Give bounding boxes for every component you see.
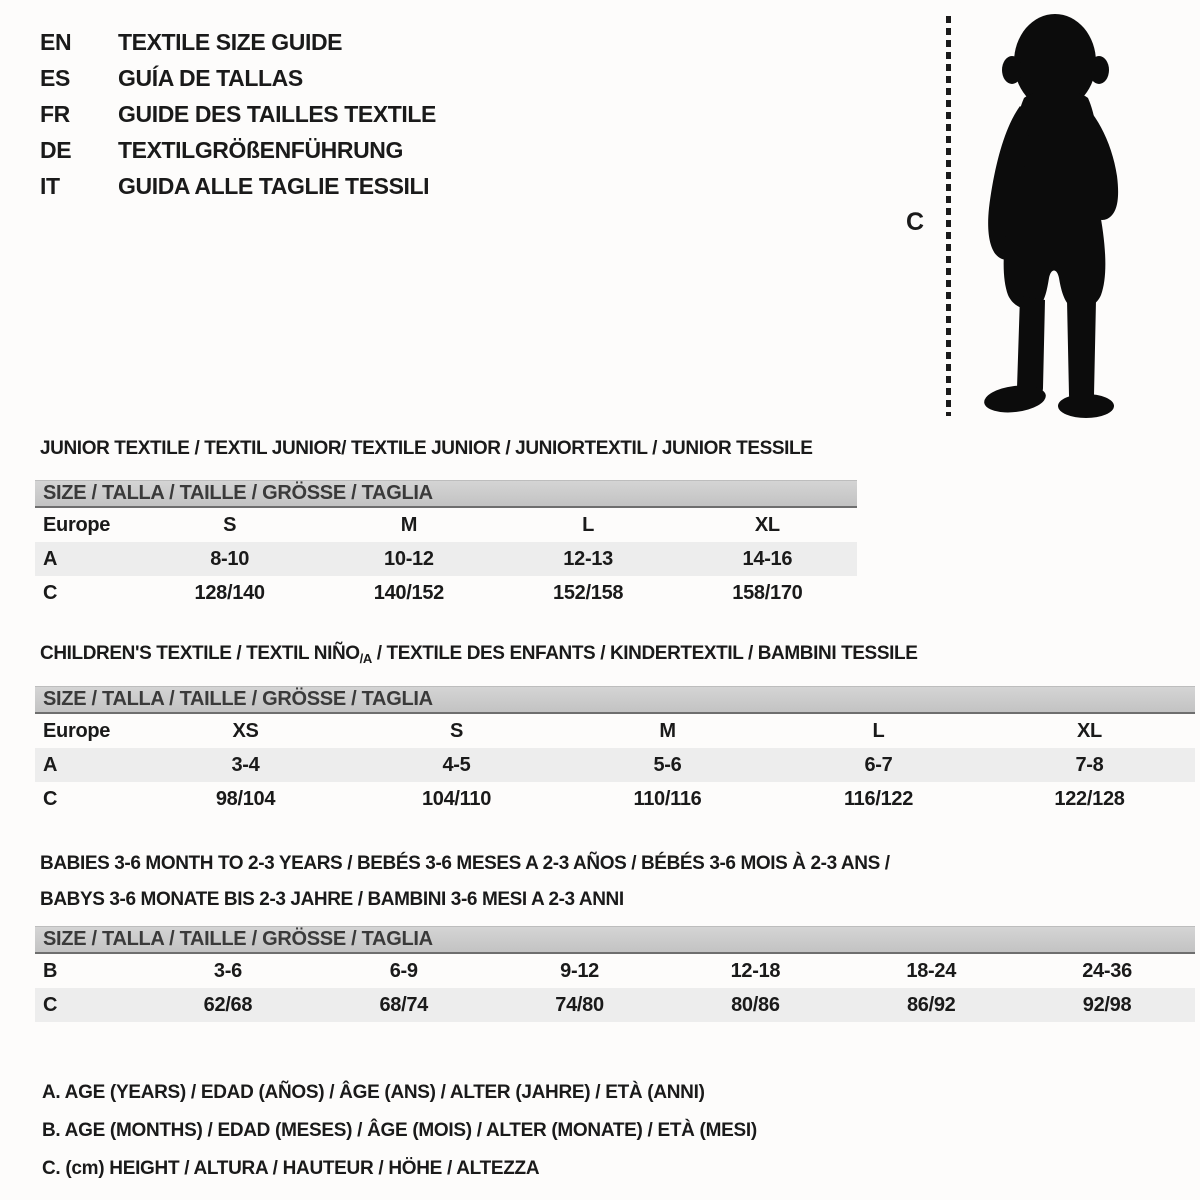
language-title: TEXTILE SIZE GUIDE — [118, 29, 343, 55]
size-cell: 6-9 — [389, 959, 418, 982]
junior-size-header: SIZE / TALLA / TAILLE / GRÖSSE / TAGLIA — [35, 480, 857, 508]
children-title-sub: /A — [359, 651, 372, 666]
size-cell: 104/110 — [421, 787, 492, 810]
children-title-pre: CHILDREN'S TEXTILE / TEXTIL NIÑO — [40, 643, 360, 664]
children-size-header: SIZE / TALLA / TAILLE / GRÖSSE / TAGLIA — [35, 686, 1195, 714]
size-row-b — [35, 954, 1195, 988]
language-code: ES — [40, 65, 70, 91]
size-cell: 9-12 — [560, 959, 599, 982]
language-code: IT — [40, 173, 60, 199]
size-cell: 74/80 — [555, 993, 604, 1016]
row-label: B — [43, 959, 58, 982]
size-cell: 14-16 — [742, 547, 793, 570]
row-label: Europe — [43, 513, 111, 536]
footnotes — [42, 1074, 1200, 1188]
size-cell: 68/74 — [379, 993, 429, 1016]
language-list — [40, 24, 436, 204]
size-row-europe — [35, 508, 857, 542]
size-cell: XL — [1077, 719, 1102, 742]
size-cell: 24-36 — [1082, 959, 1132, 982]
language-title: GUIDA ALLE TAGLIE TESSILI — [118, 173, 430, 199]
babies-table — [35, 926, 1195, 1022]
size-cell: 6-7 — [864, 753, 893, 776]
language-code: DE — [40, 137, 72, 163]
babies-section-title — [40, 846, 1200, 918]
size-cell: 92/98 — [1082, 993, 1132, 1016]
size-cell: S — [223, 513, 237, 536]
size-cell: 4-5 — [442, 753, 471, 776]
size-cell: 8-10 — [210, 547, 250, 570]
footnote: C. (cm) HEIGHT / ALTURA / HAUTEUR / HÖHE / ALTEZZA — [42, 1158, 540, 1179]
size-cell: 3-6 — [213, 959, 242, 982]
language-row-de — [40, 132, 436, 168]
footnote: B. AGE (MONTHS) / EDAD (MESES) / ÂGE (MOIS) / ALTER (MONATE) / ETÀ (MESI) — [42, 1120, 757, 1141]
size-cell: 10-12 — [384, 547, 434, 570]
baby-silhouette — [958, 8, 1146, 422]
row-label: Europe — [43, 719, 111, 742]
language-title: GUÍA DE TALLAS — [118, 65, 303, 91]
language-row-fr — [40, 96, 436, 132]
children-section-title — [40, 643, 1200, 666]
size-cell: 5-6 — [653, 753, 682, 776]
size-cell: 158/170 — [732, 581, 803, 604]
language-row-es — [40, 60, 436, 96]
language-row-en — [40, 24, 436, 60]
row-label: A — [43, 753, 58, 776]
size-cell: 80/86 — [731, 993, 780, 1016]
language-code: FR — [40, 101, 70, 127]
babies-title-line-1: BABIES 3-6 MONTH TO 2-3 YEARS / BEBÉS 3-6 MESES A 2-3 AÑOS / BÉBÉS 3-6 MOIS À 2-3 ANS / — [40, 853, 890, 874]
height-measure-label: C — [906, 208, 925, 236]
size-row-a — [35, 542, 857, 576]
size-row-c — [35, 988, 1195, 1022]
size-cell: 12-18 — [730, 959, 781, 982]
language-title: GUIDE DES TAILLES TEXTILE — [118, 101, 436, 127]
size-cell: 98/104 — [215, 787, 276, 810]
language-code: EN — [40, 29, 72, 55]
size-cell: 86/92 — [906, 993, 956, 1016]
size-row-c — [35, 576, 857, 610]
babies-size-header: SIZE / TALLA / TAILLE / GRÖSSE / TAGLIA — [35, 926, 1195, 954]
babies-title-line-2: BABYS 3-6 MONATE BIS 2-3 JAHRE / BAMBINI 3-6 MESI A 2-3 ANNI — [40, 889, 624, 910]
size-row-c — [35, 782, 1195, 816]
language-title: TEXTILGRÖßENFÜHRUNG — [118, 137, 403, 163]
row-label: C — [43, 993, 58, 1016]
size-cell: XL — [754, 513, 780, 536]
top-area — [0, 0, 1200, 430]
size-cell: 18-24 — [906, 959, 957, 982]
size-row-a — [35, 748, 1195, 782]
row-label: C — [43, 581, 58, 604]
size-cell: 128/140 — [194, 581, 265, 604]
size-cell: 62/68 — [203, 993, 253, 1016]
size-cell: 110/116 — [633, 787, 702, 810]
size-cell: 116/122 — [843, 787, 914, 810]
size-cell: L — [872, 719, 885, 742]
size-cell: L — [582, 513, 595, 536]
row-label: A — [43, 547, 58, 570]
junior-table — [35, 480, 857, 610]
size-cell: XS — [232, 719, 259, 742]
size-cell: 122/128 — [1054, 787, 1125, 810]
size-cell: 7-8 — [1075, 753, 1104, 776]
size-row-europe — [35, 714, 1195, 748]
size-cell: 12-13 — [563, 547, 613, 570]
junior-section-title: JUNIOR TEXTILE / TEXTIL JUNIOR/ TEXTILE JUNIOR / JUNIORTEXTIL / JUNIOR TESSILE — [40, 438, 813, 459]
size-cell: S — [449, 719, 464, 742]
children-table — [35, 686, 1195, 816]
language-row-it — [40, 168, 436, 204]
size-cell: 3-4 — [231, 753, 260, 776]
height-dashed-line — [946, 16, 951, 416]
size-cell: 152/158 — [553, 581, 624, 604]
size-cell: 140/152 — [373, 581, 444, 604]
footnote: A. AGE (YEARS) / EDAD (AÑOS) / ÂGE (ANS) / ALTER (JAHRE) / ETÀ (ANNI) — [42, 1082, 705, 1103]
size-cell: M — [659, 719, 676, 742]
children-title-post: / TEXTILE DES ENFANTS / KINDERTEXTIL / BAMBINI TESSILE — [371, 643, 918, 664]
row-label: C — [43, 787, 58, 810]
size-cell: M — [400, 513, 418, 536]
